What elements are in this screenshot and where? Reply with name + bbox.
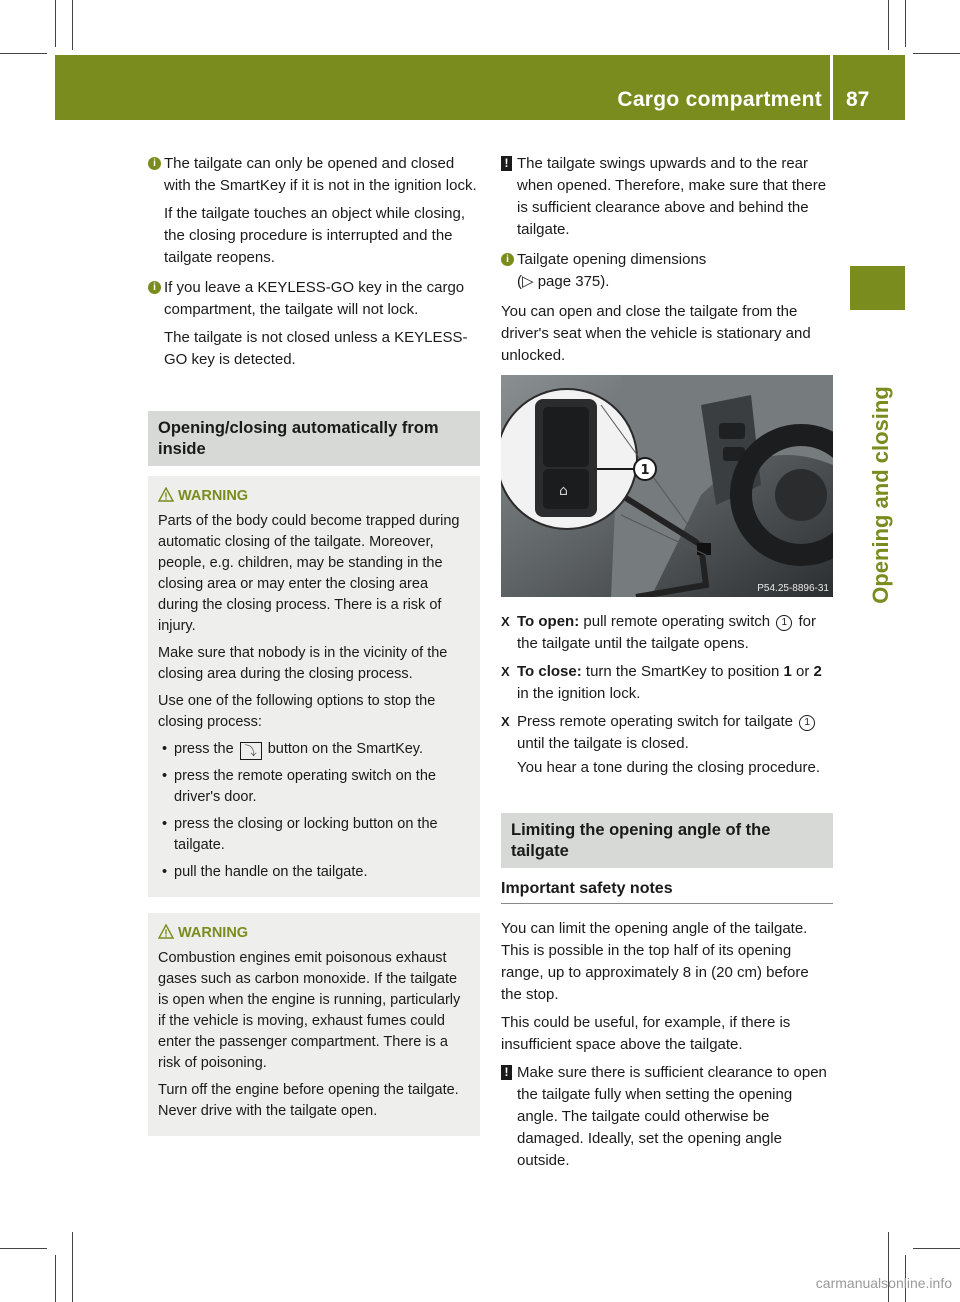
instruction-step: X Press remote operating switch for tailgate 1 until the tailgate is closed. You hear a tone during the closing procedure. (501, 711, 833, 779)
warning-box (148, 476, 480, 897)
section-heading: Limiting the opening angle of the tailgate (501, 813, 833, 868)
info-icon: i (148, 157, 161, 170)
paragraph: Tailgate opening dimensions (517, 251, 707, 268)
paragraph: If the tailgate touches an object while closing, the closing procedure is interrupted and the tailgate reopens. (164, 205, 466, 266)
section-heading: Opening/closing automatically from inside (148, 411, 480, 466)
step-arrow-icon: X (501, 714, 510, 729)
paragraph: The tailgate swings upwards and to the rear when opened. Therefore, make sure that there is sufficient clearance above and behind the tailgate. (517, 155, 827, 238)
callout-marker: 1 (799, 715, 815, 731)
info-icon: i (501, 253, 514, 266)
page-reference: (▷ page 375). (517, 273, 610, 290)
list-item: • press the remote operating switch on the driver's door. (162, 768, 436, 805)
caution-note (501, 153, 833, 241)
crop-mark (913, 53, 960, 54)
paragraph: You can open and close the tailgate from the driver's seat when the vehicle is stationary and unlocked. (501, 303, 811, 364)
header-separator (830, 55, 833, 120)
chapter-label: Opening and closing (868, 386, 893, 604)
list-item: • press the ⤵ button on the SmartKey. (162, 741, 424, 758)
paragraph: If you leave a KEYLESS-GO key in the cargo compartment, the tailgate will not lock. (164, 279, 465, 318)
lock-key-icon: ⤵ (240, 742, 262, 760)
crop-mark (905, 0, 906, 47)
paragraph: Use one of the following options to stop the closing process: (158, 693, 436, 730)
callout-marker: 1 (776, 615, 792, 631)
crop-mark (888, 0, 889, 50)
warning-heading (158, 923, 470, 944)
warning-box (148, 913, 480, 1136)
list-item: • press the closing or locking button on the tailgate. (162, 816, 438, 853)
paragraph: You hear a tone during the closing procedure. (517, 759, 820, 776)
instruction-step: X To close: turn the SmartKey to position 1 or 2 in the ignition lock. (501, 663, 822, 702)
paragraph: Parts of the body could become trapped during automatic closing of the tailgate. Moreover, people, e.g. children, may be standing in the closing area or may enter the closing area during the closing process. There is a risk of injury. (158, 513, 460, 634)
step-arrow-icon: X (501, 664, 510, 679)
crop-mark (0, 53, 47, 54)
crop-mark (55, 0, 56, 47)
list-item: • pull the handle on the tailgate. (162, 864, 368, 880)
exclamation-icon: ! (501, 156, 512, 171)
paragraph: You can limit the opening angle of the tailgate. This is possible in the top half of its opening range, up to approximately 8 in (20 cm) before the stop. (501, 920, 809, 1003)
paragraph: Combustion engines emit poisonous exhaust gases such as carbon monoxide. If the tailgate is open when the engine is running, particularly if the vehicle is moving, exhaust fumes could enter the passenger compartment. There is a risk of poisoning. (158, 950, 461, 1071)
photo-code: P54.25-8896-31 (757, 583, 829, 594)
left-column (148, 153, 480, 1136)
crop-mark (72, 1232, 73, 1302)
crop-mark (0, 1248, 47, 1249)
paragraph: Make sure there is sufficient clearance to open the tailgate fully when setting the opening angle. The tailgate could otherwise be damaged. Ideally, set the opening angle outside. (517, 1064, 827, 1169)
info-icon: i (148, 281, 161, 294)
warning-label: WARNING (178, 488, 249, 504)
crop-mark (913, 1248, 960, 1249)
door-panel-illustration (501, 375, 833, 597)
exclamation-icon: ! (501, 1065, 512, 1080)
warning-heading (158, 486, 470, 507)
svg-text:⌂: ⌂ (559, 483, 568, 499)
info-note (148, 153, 480, 269)
paragraph: Turn off the engine before opening the tailgate. Never drive with the tailgate open. (158, 1082, 459, 1119)
warning-triangle-icon (158, 924, 174, 940)
warning-triangle-icon (158, 487, 174, 503)
info-note (501, 249, 833, 293)
caution-note (501, 1062, 833, 1172)
page-number: 87 (846, 88, 870, 111)
paragraph: This could be useful, for example, if there is insufficient space above the tailgate. (501, 1014, 791, 1053)
warning-label: WARNING (178, 925, 249, 941)
callout-number: 1 (640, 463, 650, 478)
paragraph: Make sure that nobody is in the vicinity of the closing area during the closing process. (158, 645, 448, 682)
subsection-heading: Important safety notes (501, 878, 833, 904)
paragraph: The tailgate is not closed unless a KEYLESS-GO key is detected. (164, 329, 468, 368)
page-title: Cargo compartment (617, 88, 822, 111)
crop-mark (72, 0, 73, 50)
info-note (148, 277, 480, 371)
right-column (501, 153, 833, 1180)
paragraph: The tailgate can only be opened and closed with the SmartKey if it is not in the ignition lock. (164, 155, 477, 194)
watermark: carmanualsonline.info (815, 1275, 952, 1291)
step-arrow-icon: X (501, 614, 510, 629)
door-panel-photo (501, 375, 833, 597)
instruction-step: X To open: pull remote operating switch 1 for the tailgate until the tailgate opens. (501, 613, 817, 652)
chapter-tab (850, 266, 905, 310)
crop-mark (55, 1255, 56, 1302)
